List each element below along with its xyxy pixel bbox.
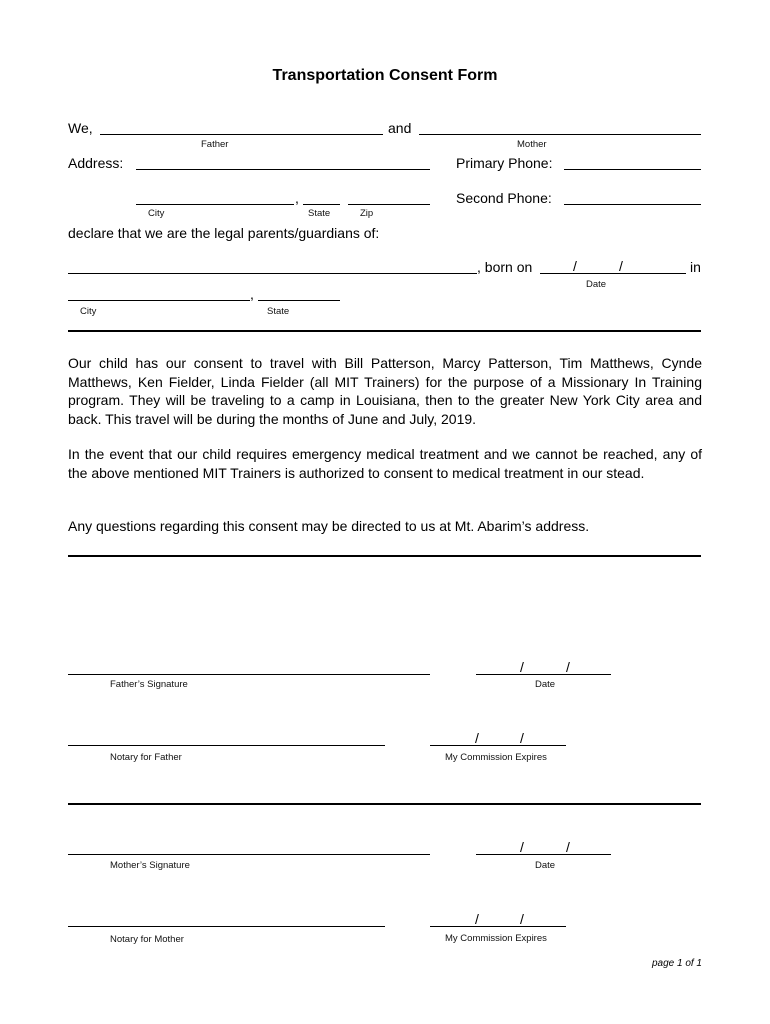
we-label: We, [68,120,93,136]
notary-mother-slash-2: / [520,911,524,927]
mothers-signature-caption: Mother’s Signature [110,860,190,871]
child-state-caption: State [267,306,290,317]
notary-father-field[interactable] [68,745,385,746]
second-phone-field[interactable] [564,204,701,205]
section-divider-2 [68,555,701,557]
notary-mother-caption: Notary for Mother [110,934,184,945]
born-on-label: , born on [477,259,533,275]
birth-date-slash-2: / [619,258,623,274]
address-zip-caption: Zip [360,208,374,219]
address-state-caption: State [308,208,331,219]
notary-father-expiry-field[interactable] [430,745,566,746]
notary-mother-field[interactable] [68,926,385,927]
child-comma: , [250,286,254,302]
address-label: Address: [68,155,124,171]
consent-paragraph: Our child has our consent to travel with Bill Patterson, Marcy Patterson, Tim Matthews, Cynde Matthews, Ken Fielder, Linda Fielder (all MIT Trainers) for the purpose of a Missionary In Training program. They will be traveling to a camp in Louisiana, then to the greater New York City area and back. This travel will be during the months of June and July, 2019. [68,355,702,427]
mothers-signature-field[interactable] [68,854,430,855]
mother-caption: Mother [517,139,547,150]
notary-mother-expiry-caption: My Commission Expires [445,933,547,944]
notary-father-caption: Notary for Father [110,752,182,763]
address-city-field[interactable] [136,204,294,205]
declare-text: declare that we are the legal parents/guardians of: [68,225,380,241]
child-city-caption: City [80,306,97,317]
address-city-caption: City [148,208,165,219]
mothers-date-slash-1: / [520,839,524,855]
notary-mother-expiry-field[interactable] [430,926,566,927]
fathers-date-slash-1: / [520,659,524,675]
fathers-signature-caption: Father’s Signature [110,679,188,690]
child-state-field[interactable] [258,300,340,301]
address-comma: , [295,190,299,206]
birth-date-field[interactable] [540,273,686,274]
mother-name-field[interactable] [419,134,701,135]
and-label: and [388,120,412,136]
section-divider-1 [68,330,701,332]
in-label: in [690,259,701,275]
mothers-date-field[interactable] [476,854,611,855]
notary-father-slash-2: / [520,730,524,746]
medical-paragraph: In the event that our child requires emergency medical treatment and we cannot be reached, any of the above mentioned MIT Trainers is authorized to consent to medical treatment in our stead. [68,446,702,481]
second-phone-label: Second Phone: [456,190,552,206]
birth-date-slash-1: / [573,258,577,274]
father-name-field[interactable] [100,134,383,135]
fathers-date-slash-2: / [566,659,570,675]
fathers-date-caption: Date [535,679,556,690]
child-name-field[interactable] [68,273,477,274]
primary-phone-field[interactable] [564,169,701,170]
section-divider-3 [68,803,701,805]
notary-father-slash-1: / [475,730,479,746]
mothers-date-caption: Date [535,860,556,871]
fathers-date-field[interactable] [476,674,611,675]
questions-paragraph: Any questions regarding this consent may be directed to us at Mt. Abarim’s address. [68,518,590,534]
notary-mother-slash-1: / [475,911,479,927]
address-zip-field[interactable] [348,204,430,205]
address-field[interactable] [136,169,430,170]
fathers-signature-field[interactable] [68,674,430,675]
primary-phone-label: Primary Phone: [456,155,553,171]
form-title: Transportation Consent Form [272,67,498,84]
birth-date-caption: Date [586,279,607,290]
page-number: page 1 of 1 [651,958,702,969]
mothers-date-slash-2: / [566,839,570,855]
address-state-field[interactable] [303,204,340,205]
child-city-field[interactable] [68,300,250,301]
father-caption: Father [201,139,229,150]
notary-father-expiry-caption: My Commission Expires [445,752,547,763]
